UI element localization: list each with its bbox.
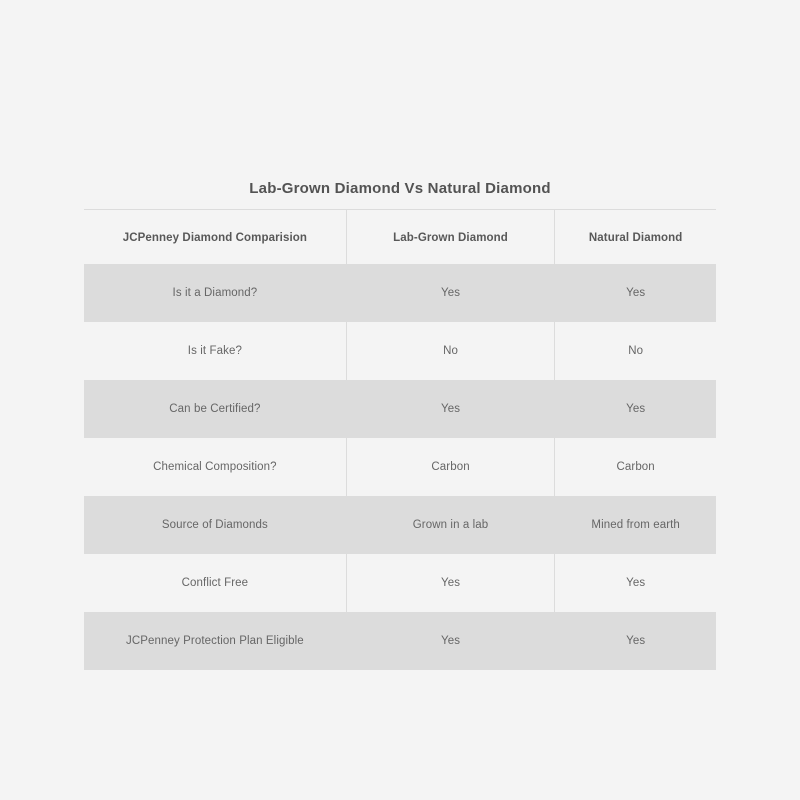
row-value-natural: Yes xyxy=(555,264,716,322)
row-value-natural: No xyxy=(555,322,716,380)
row-value-lab-grown: Carbon xyxy=(346,438,555,496)
table-row xyxy=(84,554,716,612)
row-label: Is it Fake? xyxy=(187,345,242,357)
row-value-natural: Yes xyxy=(555,554,716,612)
row-value-lab-grown: Yes xyxy=(346,264,555,322)
row-label: JCPenney Protection Plan Eligible xyxy=(84,612,346,670)
row-label: Conflict Free xyxy=(181,577,249,589)
comparison-table-container xyxy=(84,180,716,670)
table-header-row xyxy=(84,210,716,264)
table-row xyxy=(84,322,716,380)
diamond-comparison-table xyxy=(84,210,716,670)
row-value-lab-grown: Yes xyxy=(346,612,555,670)
table-row xyxy=(84,380,716,438)
table-row xyxy=(84,438,716,496)
row-value-natural: Yes xyxy=(555,380,716,438)
row-value-natural: Mined from earth xyxy=(555,496,716,554)
column-header-lab-grown: Lab-Grown Diamond xyxy=(346,210,555,264)
table-body xyxy=(84,264,716,670)
column-header-feature: JCPenney Diamond Comparision xyxy=(122,232,308,244)
row-value-natural: Carbon xyxy=(555,438,716,496)
table-row xyxy=(84,496,716,554)
row-value-natural: Yes xyxy=(555,612,716,670)
column-header-natural: Natural Diamond xyxy=(555,210,716,264)
row-value-lab-grown: Yes xyxy=(346,380,555,438)
row-value-lab-grown: Yes xyxy=(346,554,555,612)
table-header xyxy=(84,210,716,264)
table-row xyxy=(84,612,716,670)
table-row xyxy=(84,264,716,322)
page-title: Lab-Grown Diamond Vs Natural Diamond xyxy=(84,180,716,210)
row-label: Can be Certified? xyxy=(84,380,346,438)
row-label: Chemical Composition? xyxy=(153,461,277,473)
row-label: Source of Diamonds xyxy=(84,496,346,554)
row-value-lab-grown: No xyxy=(346,322,555,380)
row-label: Is it a Diamond? xyxy=(84,264,346,322)
row-value-lab-grown: Grown in a lab xyxy=(346,496,555,554)
